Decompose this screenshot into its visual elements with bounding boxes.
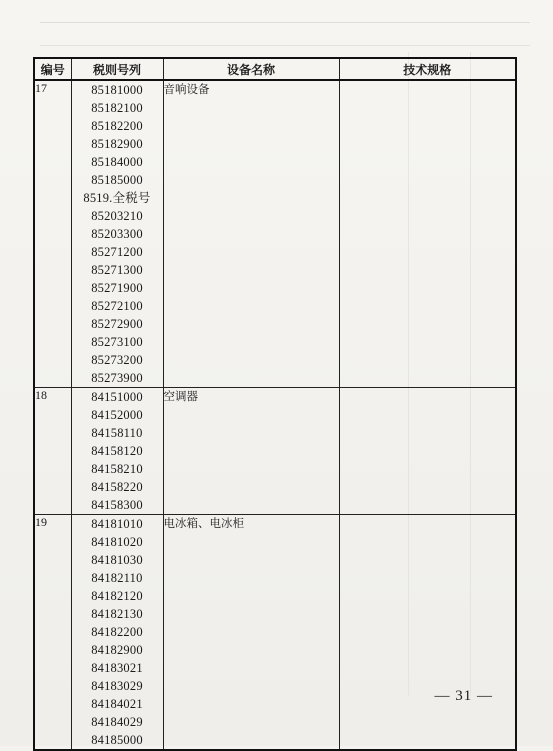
tariff-code: 84181020 [91,535,143,549]
tariff-code: 84182110 [91,571,143,585]
tariff-code: 85182900 [91,137,143,151]
tariff-code: 85271200 [91,245,143,259]
item-number: 19 [34,515,71,751]
technical-spec-cell [339,515,516,751]
bleed-through-header [40,22,530,46]
item-number: 18 [34,388,71,515]
tariff-code: 84185000 [91,733,143,747]
tariff-code-cell [71,515,163,751]
tariff-code: 85273100 [91,335,143,349]
tariff-code: 85271300 [91,263,143,277]
tariff-code: 8519.全税号 [83,191,151,205]
tariff-code: 84158120 [91,444,143,458]
tariff-code: 85271900 [91,281,143,295]
tariff-code: 84183029 [91,679,143,693]
tariff-code: 85272100 [91,299,143,313]
tariff-code: 85184000 [91,155,143,169]
tariff-code: 84158110 [91,426,143,440]
tariff-code: 84182900 [91,643,143,657]
equipment-name: 空调器 [163,388,339,515]
tariff-code: 84181030 [91,553,143,567]
tariff-code: 85182200 [91,119,143,133]
tariff-code: 84151000 [91,390,143,404]
equipment-table [33,57,517,751]
header-tariff-code: 税则号列 [71,58,163,80]
table-row [34,515,516,751]
tariff-code: 85182100 [91,101,143,115]
tariff-code: 84158220 [91,480,143,494]
item-number: 17 [34,80,71,388]
tariff-code: 84184029 [91,715,143,729]
tariff-code: 85185000 [91,173,143,187]
table-header-row [34,58,516,80]
tariff-code-cell [71,80,163,388]
tariff-code: 84182120 [91,589,143,603]
technical-spec-cell [339,388,516,515]
tariff-code: 84182130 [91,607,143,621]
tariff-code: 84152000 [91,408,143,422]
tariff-code: 84183021 [91,661,143,675]
tariff-code: 84184021 [91,697,143,711]
header-technical-spec: 技术规格 [339,58,516,80]
equipment-name: 音响设备 [163,80,339,388]
table-body [34,80,516,750]
tariff-code-cell [71,388,163,515]
page-number: — 31 — [434,688,493,704]
tariff-code: 85273900 [91,371,143,385]
tariff-code: 85272900 [91,317,143,331]
tariff-code: 85203210 [91,209,143,223]
table-row [34,388,516,515]
technical-spec-cell [339,80,516,388]
equipment-name: 电冰箱、电冰柜 [163,515,339,751]
tariff-code: 84158210 [91,462,143,476]
tariff-code: 85203300 [91,227,143,241]
header-equipment-name: 设备名称 [163,58,339,80]
tariff-code: 85181000 [91,83,143,97]
tariff-code: 85273200 [91,353,143,367]
header-no: 编号 [34,58,71,80]
table-row [34,80,516,388]
tariff-code: 84158300 [91,498,143,512]
tariff-code: 84182200 [91,625,143,639]
tariff-code: 84181010 [91,517,143,531]
